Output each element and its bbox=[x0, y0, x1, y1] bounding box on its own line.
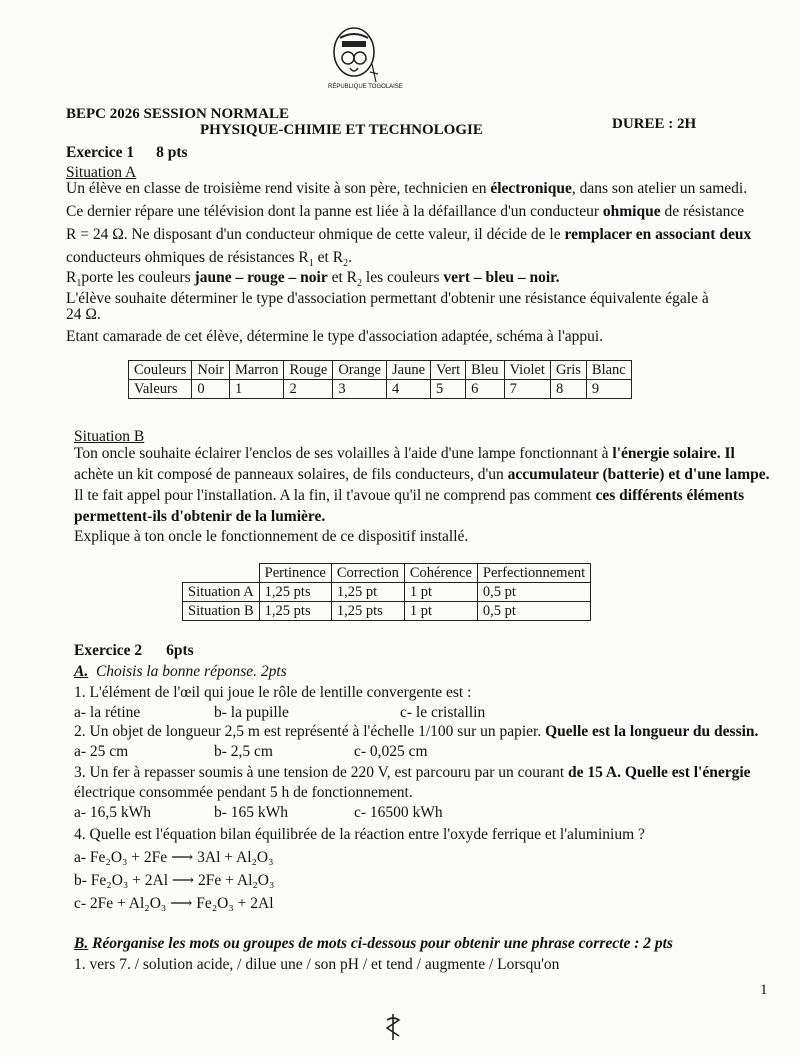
table-cell: Valeurs bbox=[129, 380, 192, 399]
table-cell: 0 bbox=[192, 380, 230, 399]
question-1: 1. L'élément de l'œil qui joue le rôle de lentille convergente est : bbox=[74, 684, 472, 701]
q1-option-b: b- la pupille bbox=[214, 704, 289, 721]
situation-a-title: Situation A bbox=[66, 164, 137, 181]
exam-title: BEPC 2026 SESSION NORMALE bbox=[66, 106, 289, 122]
page-number: 1 bbox=[760, 982, 768, 998]
table-cell: 7 bbox=[504, 380, 550, 399]
table-row bbox=[183, 583, 591, 602]
table-cell: Noir bbox=[192, 361, 230, 380]
table-cell: Violet bbox=[504, 361, 550, 380]
table-cell: 5 bbox=[431, 380, 466, 399]
table-cell: Bleu bbox=[466, 361, 504, 380]
situation-b-line-5: Explique à ton oncle le fonctionnement de ce dispositif installé. bbox=[74, 528, 469, 545]
table-cell: Couleurs bbox=[129, 361, 192, 380]
q1-option-c: c- le cristallin bbox=[400, 704, 486, 721]
table-cell: Jaune bbox=[386, 361, 430, 380]
situation-a-line-1: Un élève en classe de troisième rend visite à son père, technicien en électronique, dans son atelier un samedi. bbox=[66, 180, 748, 197]
exercise-1-points: 8 pts bbox=[156, 144, 188, 161]
situation-a-line-7: 24 Ω. bbox=[66, 306, 101, 323]
table-cell: Marron bbox=[229, 361, 284, 380]
subject-title: PHYSIQUE-CHIMIE ET TECHNOLOGIE bbox=[200, 122, 483, 138]
situation-b-line-4: permettent-ils d'obtenir de la lumière. bbox=[74, 508, 326, 525]
q1-option-a: a- la rétine bbox=[74, 704, 141, 721]
table-cell: Perfectionnement bbox=[477, 564, 590, 583]
table-cell: Correction bbox=[331, 564, 404, 583]
q2-option-a: a- 25 cm bbox=[74, 743, 129, 760]
table-cell: 1 pt bbox=[404, 583, 477, 602]
table-cell: 9 bbox=[586, 380, 631, 399]
situation-a-line-2: Ce dernier répare une télévision dont la panne est liée à la défaillance d'un conducteur ohmique de résistance bbox=[66, 203, 745, 220]
table-cell: 8 bbox=[550, 380, 586, 399]
table-cell bbox=[183, 564, 260, 583]
q4-option-a: a- Fe₂O₃ + 2Fe ⟶ 3Al + Al₂O₃ bbox=[74, 849, 274, 866]
table-cell: Orange bbox=[333, 361, 387, 380]
situation-b-line-3: Il te fait appel pour l'installation. A la fin, il t'avoue qu'il ne comprend pas comment ces différents éléments bbox=[74, 487, 745, 504]
duration: DUREE : 2H bbox=[612, 116, 697, 132]
color-code-table bbox=[128, 360, 632, 399]
republic-seal-logo bbox=[328, 24, 380, 86]
situation-b-line-2: achète un kit composé de panneaux solaires, de fils conducteurs, d'un accumulateur (batterie) et d'une lampe. bbox=[74, 466, 770, 483]
table-cell: 3 bbox=[333, 380, 387, 399]
question-3-line-1: 3. Un fer à repasser soumis à une tension de 220 V, est parcouru par un courant de 15 A. Quelle est l'énergie bbox=[74, 764, 751, 781]
part-b-question-1: 1. vers 7. / solution acide, / dilue une / son pH / et tend / augmente / Lorsqu'on bbox=[74, 956, 560, 973]
table-cell: Blanc bbox=[586, 361, 631, 380]
part-a-title: A. Choisis la bonne réponse. 2pts bbox=[74, 663, 287, 680]
exercise-1-title: Exercice 1 8 pts bbox=[66, 144, 188, 161]
table-cell: Gris bbox=[550, 361, 586, 380]
situation-a-line-8: Etant camarade de cet élève, détermine le type d'association adaptée, schéma à l'appui. bbox=[66, 328, 604, 345]
republic-name: RÉPUBLIQUE TOGOLAISE bbox=[328, 84, 403, 90]
q4-option-b: b- Fe₂O₃ + 2Al ⟶ 2Fe + Al₂O₃ bbox=[74, 872, 275, 889]
table-cell: 4 bbox=[386, 380, 430, 399]
q3-option-c: c- 16500 kWh bbox=[354, 804, 443, 821]
grading-table bbox=[182, 563, 591, 621]
table-cell: 1,25 pts bbox=[259, 583, 331, 602]
table-cell: Situation A bbox=[183, 583, 260, 602]
table-cell: Cohérence bbox=[404, 564, 477, 583]
table-cell: 1 bbox=[229, 380, 284, 399]
situation-a-line-6: L'élève souhaite déterminer le type d'association permettant d'obtenir une résistance équivalente égale à bbox=[66, 290, 709, 307]
table-cell: 1 pt bbox=[404, 602, 477, 621]
situation-a-line-4: conducteurs ohmiques de résistances $R_1$ et $R_2$. bbox=[66, 249, 352, 270]
table-cell: 0,5 pt bbox=[477, 602, 590, 621]
exercise-2-points: 6pts bbox=[166, 642, 194, 659]
situation-a-line-5: $R_1porte$ les couleurs jaune – rouge – noir et $R_2$ les couleurs vert – bleu – noir. bbox=[66, 269, 560, 290]
exercise-2-title: Exercice 2 6pts bbox=[74, 642, 194, 659]
table-cell: 1,25 pts bbox=[331, 602, 404, 621]
q4-option-c: c- 2Fe + Al₂O₃ ⟶ Fe₂O₃ + 2Al bbox=[74, 895, 274, 912]
table-cell: Pertinence bbox=[259, 564, 331, 583]
question-3-line-2: électrique consommée pendant 5 h de fonctionnement. bbox=[74, 784, 413, 801]
table-cell: Rouge bbox=[284, 361, 333, 380]
table-cell: Vert bbox=[431, 361, 466, 380]
table-row bbox=[183, 602, 591, 621]
q3-option-a: a- 16,5 kWh bbox=[74, 804, 152, 821]
question-4: 4. Quelle est l'équation bilan équilibrée de la réaction entre l'oxyde ferrique et l'aluminium ? bbox=[74, 826, 645, 843]
q2-option-b: b- 2,5 cm bbox=[214, 743, 273, 760]
table-cell: 6 bbox=[466, 380, 504, 399]
table-cell: 1,25 pts bbox=[259, 602, 331, 621]
situation-b-title: Situation B bbox=[74, 428, 145, 445]
table-row bbox=[129, 361, 632, 380]
table-row bbox=[129, 380, 632, 399]
table-row bbox=[183, 564, 591, 583]
table-cell: Situation B bbox=[183, 602, 260, 621]
question-2: 2. Un objet de longueur 2,5 m est représenté à l'échelle 1/100 sur un papier. Quelle est la longueur du dessin. bbox=[74, 723, 759, 740]
part-b-title: B. Réorganise les mots ou groupes de mots ci-dessous pour obtenir une phrase correcte : 2 pts bbox=[74, 935, 673, 952]
situation-a-line-3: R = 24 Ω. Ne disposant d'un conducteur ohmique de cette valeur, il décide de le remplacer en associant deux bbox=[66, 226, 752, 243]
q3-option-b: b- 165 kWh bbox=[214, 804, 289, 821]
table-cell: 2 bbox=[284, 380, 333, 399]
table-cell: 1,25 pt bbox=[331, 583, 404, 602]
signature-mark bbox=[384, 1012, 402, 1047]
situation-b-line-1: Ton oncle souhaite éclairer l'enclos de ses volailles à l'aide d'une lampe fonctionnant à l'énergie solaire. Il bbox=[74, 445, 735, 462]
table-cell: 0,5 pt bbox=[477, 583, 590, 602]
q2-option-c: c- 0,025 cm bbox=[354, 743, 428, 760]
